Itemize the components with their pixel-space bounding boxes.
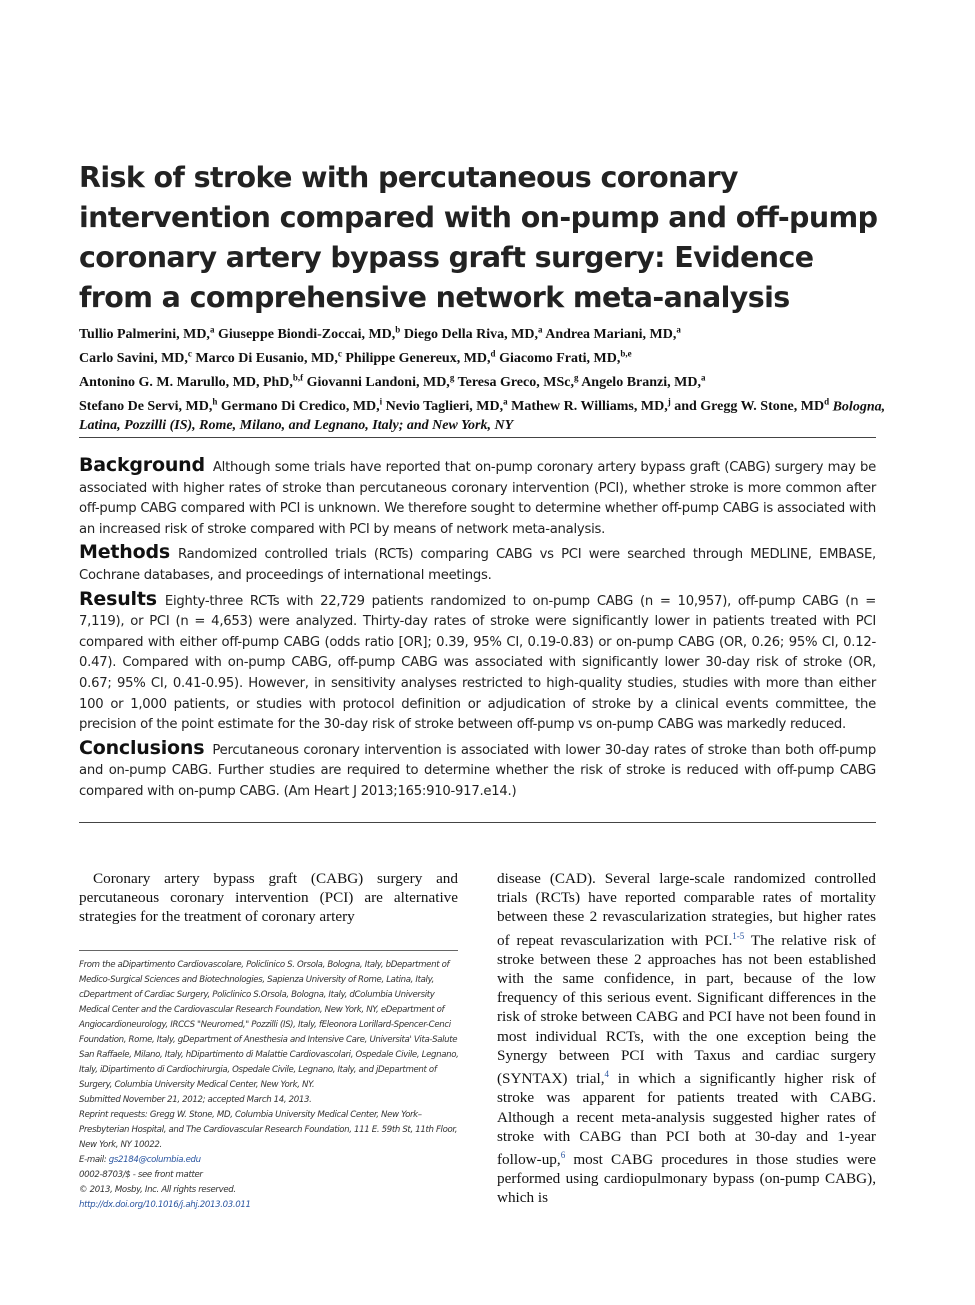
author: Carlo Savini, MD,$^c$: [79, 348, 192, 366]
author: Antonino G. M. Marullo, MD, PhD,$^{b,f}$: [79, 372, 304, 391]
author-places: Bologna, Latina, Pozzilli (IS), Rome, Milano, and Legnano, Italy; and New York, NY: [79, 399, 886, 433]
author: Germano Di Credico, MD,$^i$: [220, 396, 383, 415]
author-list: [79, 320, 909, 436]
citation-link[interactable]: 4: [604, 1069, 609, 1080]
doi-link[interactable]: http://dx.doi.org/10.1016/j.ahj.2013.03.011: [79, 1200, 251, 1210]
footnotes: [79, 958, 460, 1213]
body-column-right: [497, 869, 876, 1208]
author: Nevio Taglieri, MD,$^a$: [385, 396, 508, 415]
author: Stefano De Servi, MD,$^h$: [79, 396, 218, 415]
email-link[interactable]: gs2184@columbia.edu: [108, 1155, 201, 1165]
author: Marco Di Eusanio, MD,$^c$: [195, 348, 342, 366]
abstract-conclusions: Conclusions Percutaneous coronary intervention is associated with lower 30-day rates of stroke than both off-pump and on-pump CABG. Further studies are required to determine whether the risk of stroke is reduced with off-pump CABG compared with on-pump CABG. (Am Heart J 2013;165:910-917.e14.): [79, 736, 876, 799]
abstract-results: Results Eighty-three RCTs with 22,729 patients randomized to on-pump CABG (n = 10,957), off-pump CABG (n = 7,119), or PCI (n = 4,653) were analyzed. Thirty-day rates of stroke were significantly lower in patients treated with PCI compared with either off-pump CABG (odds ratio [OR]; 0.39, 95% CI, 0.19-0.83) or on-pump CABG (OR, 0.26; 95% CI, 0.12-0.47). Compared with on-pump CABG, off-pump CABG was associated with significantly lower 30-day risk of stroke (OR, 0.67; 95% CI, 0.41-0.95). However, in sensitivity analyses restricted to high-quality studies, studies with more than either 100 or 1,000 patients, or studies with protocol definition or adjudication of stroke by a clinical events committee, the precision of the point estimate for the 30-day risk of stroke between off-pump vs on-pump CABG was markedly reduced.: [79, 587, 876, 733]
article-title: Risk of stroke with percutaneous coronary intervention compared with on-pump and off-pump coronary artery bypass graft surgery: Evidence from a comprehensive network meta-analysis: [79, 161, 878, 314]
author: Andrea Mariani, MD,$^a$: [545, 324, 681, 342]
abstract-top-rule: [79, 437, 876, 438]
abstract: [79, 455, 876, 805]
author: Giovanni Landoni, MD,$^g$: [306, 372, 455, 391]
author: Mathew R. Williams, MD,$^j$: [511, 396, 671, 415]
citation-link[interactable]: 1-5: [732, 930, 745, 941]
email-note: E-mail: gs2184@columbia.edu: [79, 1155, 201, 1165]
author: Giacomo Frati, MD,$^{b,e}$: [499, 348, 632, 366]
issn-note: 0002-8703/$ - see front matter: [79, 1170, 203, 1180]
body-paragraph: Coronary artery bypass graft (CABG) surgery and percutaneous coronary intervention (PCI) are alternative strategies for the treatment of coronary artery: [79, 870, 458, 926]
section-heading: Background: [79, 454, 205, 476]
section-heading: Results: [79, 587, 157, 610]
author: Tullio Palmerini, MD,$^a$: [79, 324, 215, 342]
section-heading: Conclusions: [79, 736, 205, 759]
abstract-bottom-rule: [79, 822, 876, 823]
abstract-background: Background Although some trials have reported that on-pump coronary artery bypass graft (CABG) surgery may be associated with higher rates of stroke than percutaneous coronary intervention (PCI), whether stroke is more common after off-pump CABG compared with PCI is unknown. We therefore sought to determine whether off-pump CABG is associated with an increased risk of stroke compared with PCI by means of network meta-analysis.: [79, 454, 876, 537]
body-paragraph: disease (CAD). Several large-scale randomized controlled trials (RCTs) have reported comparable rates of mortality between these 2 revascularization strategies, but higher rates of repeat revascularization with PCI.$^{1-5}$ The relative risk of stroke between these 2 approaches has not been established with the same confidence, in part, because of the low frequency of this serious event. Significant differences in the risk of stroke between CABG and PCI have not been found in most individual RCTs, with the one exception being the Synergy between PCI with Taxus and cardiac surgery (SYNTAX) trial,$^4$ in which a significantly higher risk of stroke was apparent for patients treated with CABG. Although a recent meta-analysis suggested higher rates of stroke with CABG than PCI both at 30-day and 1-year follow-up,$^6$ most CABG procedures in those studies were performed using cardiopulmonary bypass (on-pump CABG), which is: [497, 870, 877, 1207]
author: and Gregg W. Stone, $MD^d$: [674, 396, 830, 415]
author: Philippe Genereux, MD,$^d$: [345, 348, 496, 366]
reprint-note: Reprint requests: Gregg W. Stone, MD, Columbia University Medical Center, New York–Presbyterian Hospital, and The Cardiovascular Research Foundation, 111 E. 59th St, 11th Floor, New York, NY 10022.: [79, 1110, 458, 1150]
citation-link[interactable]: 6: [560, 1149, 566, 1160]
section-heading: Methods: [79, 541, 170, 564]
author: Teresa Greco, MSc,$^g$: [457, 372, 579, 391]
author: Angelo Branzi, MD,$^a$: [581, 372, 706, 391]
copyright-note: © 2013, Mosby, Inc. All rights reserved.: [79, 1185, 236, 1195]
body-column-left: [79, 869, 458, 927]
footnote-rule: [79, 950, 458, 951]
abstract-methods: Methods Randomized controlled trials (RCTs) comparing CABG vs PCI were searched through MEDLINE, EMBASE, Cochrane databases, and proceedings of international meetings.: [79, 541, 876, 583]
author: Giuseppe Biondi-Zoccai, MD,$^b$: [217, 324, 401, 342]
submitted-note: Submitted November 21, 2012; accepted March 14, 2013.: [79, 1095, 312, 1105]
author: Diego Della Riva, MD,$^a$: [403, 324, 543, 342]
affiliations-note: From the aDipartimento Cardiovascolare, Policlinico S. Orsola, Bologna, Italy, bDepartment of Medico-Surgical Sciences and Biotechnologies, Sapienza University of Rome, Latina, Italy, cDepartment of Cardiac Surgery, Policlinico S.Orsola, Bologna, Italy, dColumbia University Medical Center and the Cardiovascular Research Foundation, New York, NY, eDepartment of Angiocardioneurology, IRCCS "Neuromed," Pozzilli (IS), Italy, fEleonora Lorillard-Spencer-Cenci Foundation, Rome, Italy, gDepartment of Anesthesia and Intensive Care, Universita' Vita-Salute San Raffaele, Milano, Italy, hDipartimento di Malattie Cardiovascolari, Ospedale Civile, Legnano, Italy, iDipartimento di Cardiochirurgia, Ospedale Civile, Legnano, Italy, and jDepartment of Surgery, Columbia University Medical Center, New York, NY.: [79, 960, 459, 1090]
